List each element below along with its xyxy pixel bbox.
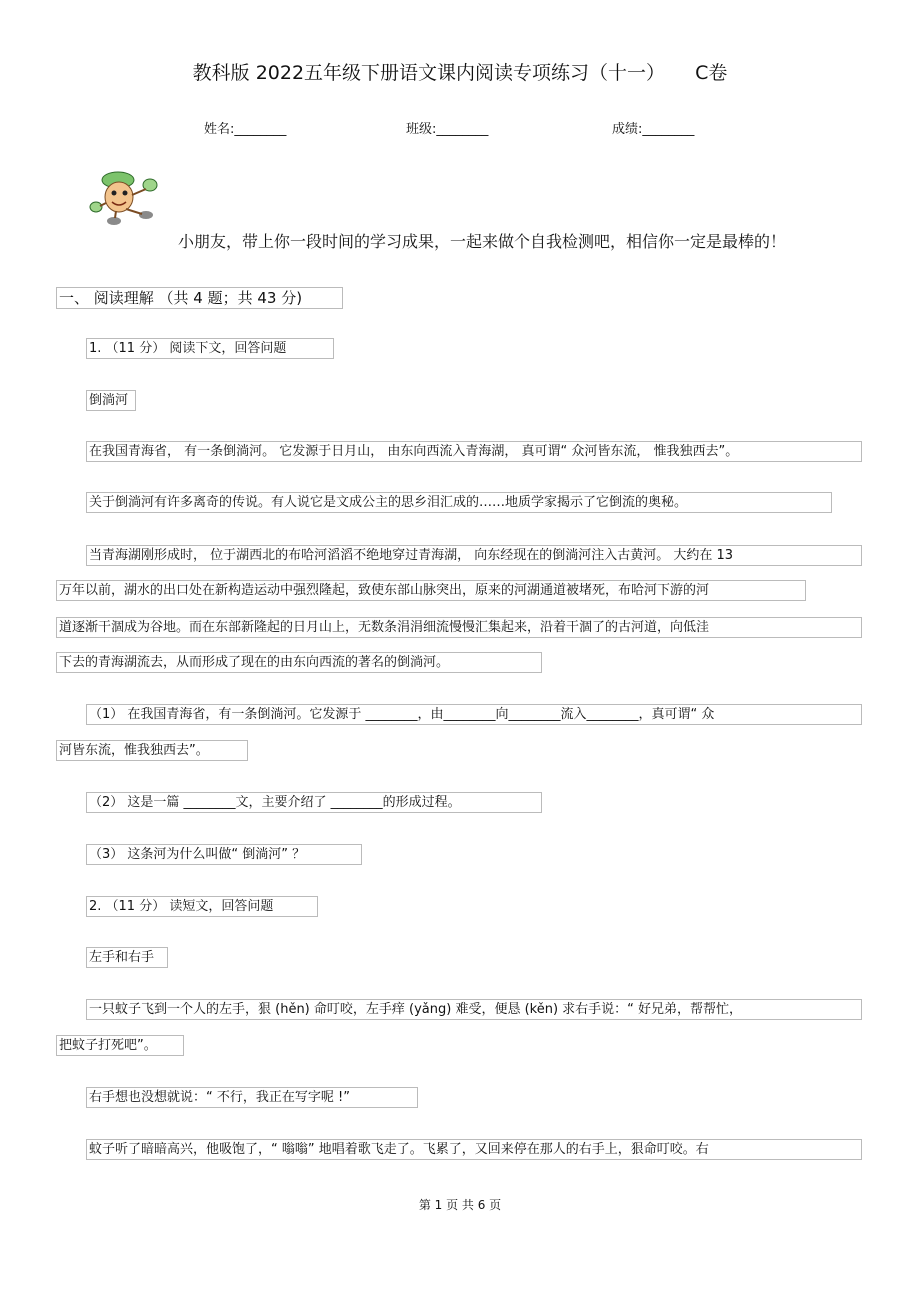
- q1-paragraph-3-line-3: 道逐渐干涸成为谷地。而在东部新隆起的日月山上，无数条涓涓细流慢慢汇集起来，沿着干涸了的古河道，向低洼: [56, 617, 862, 638]
- title-suffix: C卷: [695, 62, 728, 84]
- mascot-illustration: [86, 165, 166, 229]
- question-1-header: 1. （11 分） 阅读下文，回答问题: [86, 338, 334, 359]
- q1-paragraph-3-line-2: 万年以前，湖水的出口处在新构造运动中强烈隆起，致使东部山脉突出，原来的河湖通道被堵死，布哈河下游的河: [56, 580, 806, 601]
- q2-paragraph-2: 右手想也没想就说：“ 不行，我正在写字呢 !”: [86, 1087, 418, 1108]
- q1-paragraph-3-line-1: 当青海湖刚形成时， 位于湖西北的布哈河滔滔不绝地穿过青海湖， 向东经现在的倒淌河注入古黄河。 大约在 13: [86, 545, 862, 566]
- q1-paragraph-3-line-4: 下去的青海湖流去，从而形成了现在的由东向西流的著名的倒淌河。: [56, 652, 542, 673]
- q2-paragraph-3: 蚊子听了暗暗高兴，他吸饱了，“ 嗡嗡” 地唱着歌飞走了。飞累了，又回来停在那人的右手上，狠命叮咬。右: [86, 1139, 862, 1160]
- q1-paragraph-2: 关于倒淌河有许多离奇的传说。有人说它是文成公主的思乡泪汇成的……地质学家揭示了它倒流的奥秘。: [86, 492, 832, 513]
- page-title: [0, 58, 920, 85]
- name-field: 姓名:________: [204, 122, 287, 137]
- class-field: 班级:________: [406, 122, 489, 137]
- q2-paragraph-1-line-2: 把蚊子打死吧”。: [56, 1035, 184, 1056]
- page-number: 第 1 页 共 6 页: [418, 1198, 502, 1212]
- title-main: 教科版 2022五年级下册语文课内阅读专项练习（十一）: [192, 62, 666, 84]
- question-2-title: 左手和右手: [86, 947, 168, 968]
- q2-paragraph-1-line-1: 一只蚊子飞到一个人的左手，狠 (hěn) 命叮咬，左手痒 (yǎng) 难受，便恳 (kěn) 求右手说：“ 好兄弟，帮帮忙，: [86, 999, 862, 1020]
- q1-paragraph-1: 在我国青海省， 有一条倒淌河。 它发源于日月山， 由东向西流入青海湖， 真可谓“ 众河皆东流， 惟我独西去”。: [86, 441, 862, 462]
- score-field: 成绩:________: [612, 122, 695, 137]
- q1-subquestion-1-line-2: 河皆东流，惟我独西去”。: [56, 740, 248, 761]
- question-2-header: 2. （11 分） 读短文，回答问题: [86, 896, 318, 917]
- q1-subquestion-3: （3） 这条河为什么叫做“ 倒淌河” ？: [86, 844, 362, 865]
- q1-subquestion-2: （2） 这是一篇 ________文，主要介绍了 ________的形成过程。: [86, 792, 542, 813]
- q1-subquestion-1-line-1: （1） 在我国青海省，有一条倒淌河。它发源于 ________，由________向________流入________，真可谓“ 众: [86, 704, 862, 725]
- intro-text: 小朋友，带上你一段时间的学习成果，一起来做个自我检测吧，相信你一定是最棒的！: [178, 232, 787, 251]
- question-1-title: 倒淌河: [86, 390, 136, 411]
- section-heading: 一、 阅读理解 （共 4 题；共 43 分): [56, 287, 343, 309]
